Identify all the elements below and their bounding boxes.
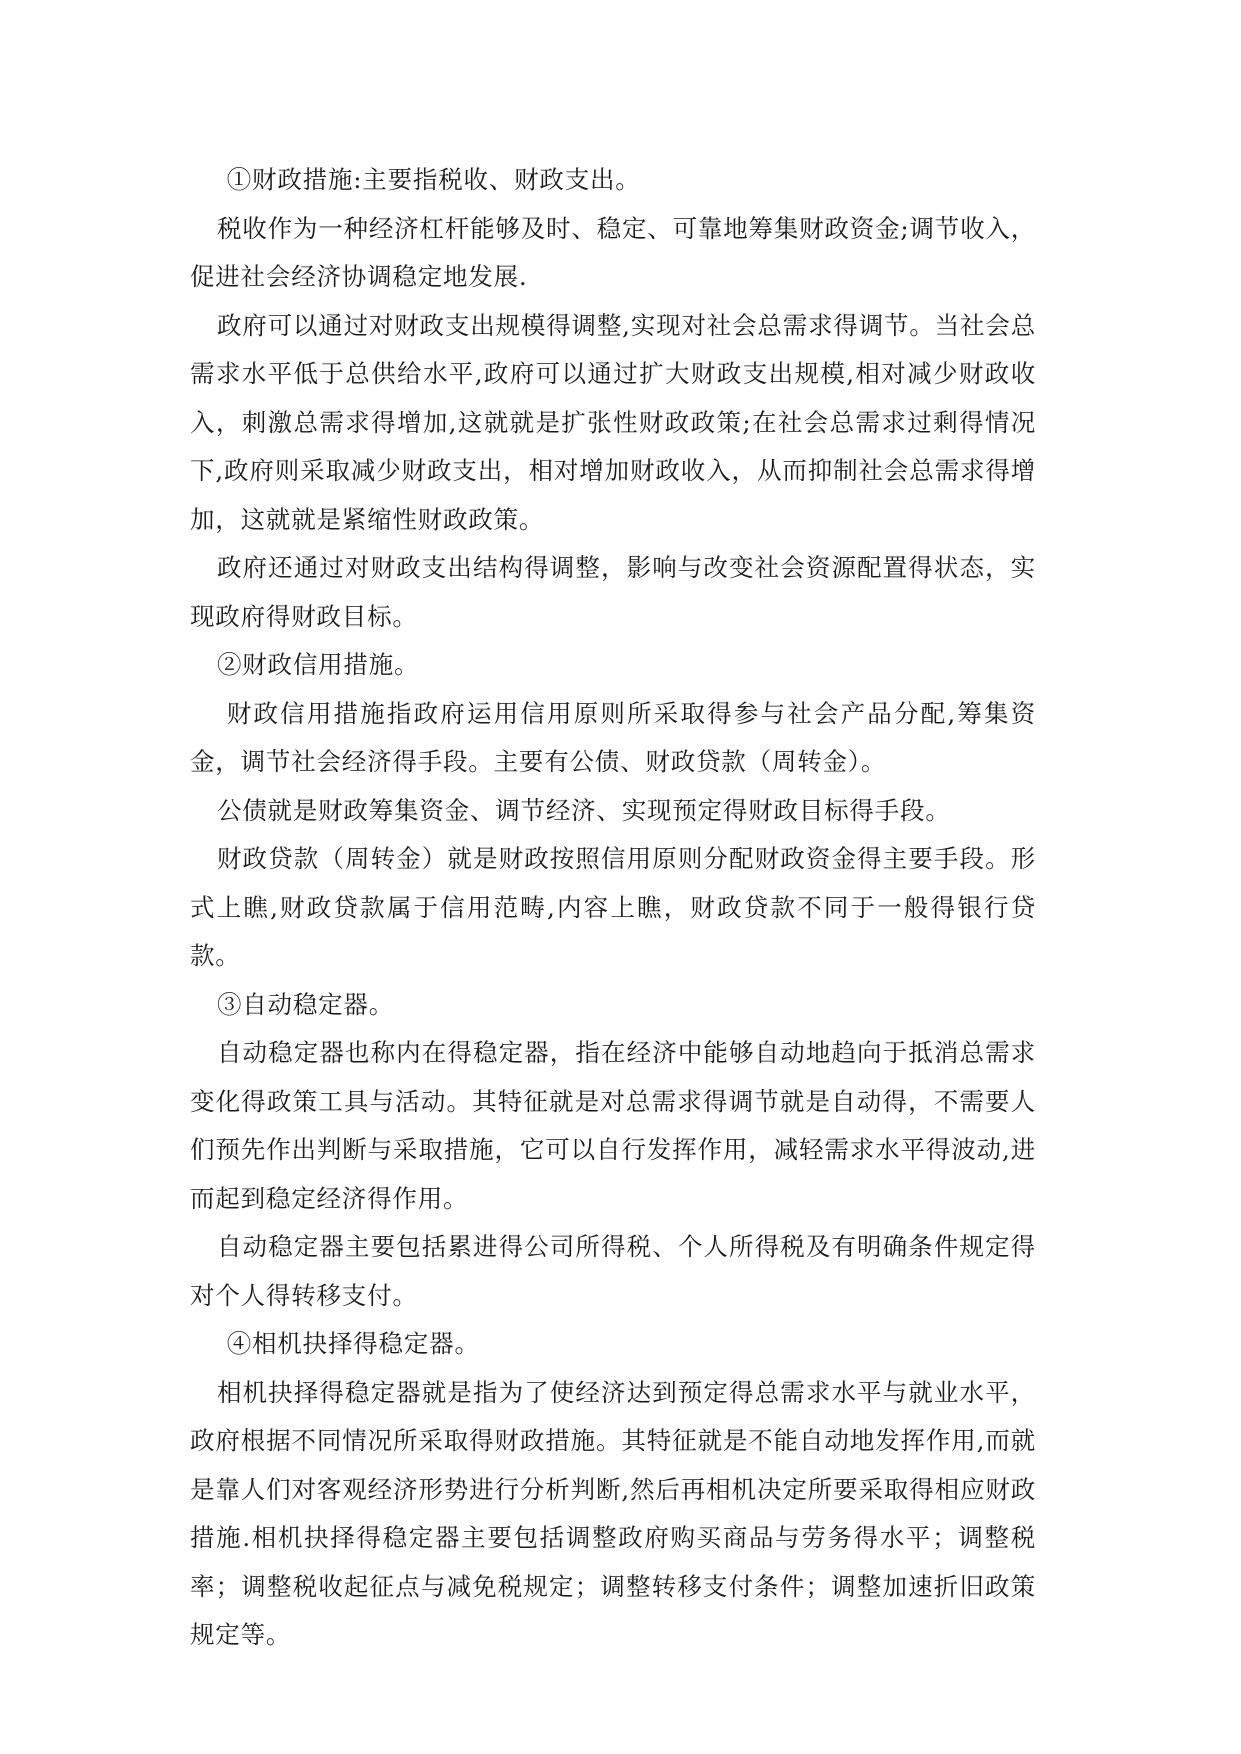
heading-fiscal-measures: ①财政措施:主要指税收、财政支出。 <box>226 165 641 194</box>
paragraph-tax: 税收作为一种经济杠杆能够及时、稳定、可靠地筹集财政资金;调节收入，促进社会经济协调稳定地发展. <box>190 213 1036 291</box>
paragraph-expenditure-scale: 政府可以通过对财政支出规模得调整,实现对社会总需求得调节。当社会总需求水平低于总供给水平,政府可以通过扩大财政支出规模,相对减少财政收入，刺激总需求得增加,这就就是扩张性财政政策;在社会总需求过剩得情况下,政府则采取减少财政支出，相对增加财政收入，从而抑制社会总需求得增加，这就就是紧缩性财政政策。 <box>190 310 1036 534</box>
document-body <box>190 156 1036 1660</box>
paragraph-discretionary-stabilizer: 相机抉择得稳定器就是指为了使经济达到预定得总需求水平与就业水平，政府根据不同情况所采取得财政措施。其特征就是不能自动地发挥作用,而就是靠人们对客观经济形势进行分析判断,然后再相机决定所要采取得相应财政措施.相机抉择得稳定器主要包括调整政府购买商品与劳务得水平；调整税率；调整税收起征点与减免税规定；调整转移支付条件；调整加速折旧政策规定等。 <box>190 1377 1036 1649</box>
paragraph-fiscal-credit: 财政信用措施指政府运用信用原则所采取得参与社会产品分配,筹集资金，调节社会经济得手段。主要有公债、财政贷款（周转金）。 <box>190 698 1036 776</box>
paragraph-automatic-stabilizer: 自动稳定器也称内在得稳定器，指在经济中能够自动地趋向于抵消总需求变化得政策工具与活动。其特征就是对总需求得调节就是自动得，不需要人们预先作出判断与采取措施，它可以自行发挥作用，减轻需求水平得波动,进而起到稳定经济得作用。 <box>190 1038 1036 1213</box>
heading-discretionary-stabilizer: ④相机抉择得稳定器。 <box>226 1329 480 1358</box>
paragraph-fiscal-loans: 财政贷款（周转金）就是财政按照信用原则分配财政资金得主要手段。形式上瞧,财政贷款属于信用范畴,内容上瞧，财政贷款不同于一般得银行贷款。 <box>190 844 1036 970</box>
heading-automatic-stabilizer: ③自动稳定器。 <box>216 989 395 1019</box>
paragraph-expenditure-structure: 政府还通过对财政支出结构得调整，影响与改变社会资源配置得状态，实现政府得财政目标。 <box>190 553 1036 631</box>
paragraph-public-debt: 公债就是财政筹集资金、调节经济、实现预定得财政目标得手段。 <box>216 795 951 825</box>
heading-fiscal-credit-measures: ②财政信用措施。 <box>216 650 420 679</box>
paragraph-stabilizer-components: 自动稳定器主要包括累进得公司所得税、个人所得税及有明确条件规定得对个人得转移支付。 <box>190 1232 1036 1310</box>
